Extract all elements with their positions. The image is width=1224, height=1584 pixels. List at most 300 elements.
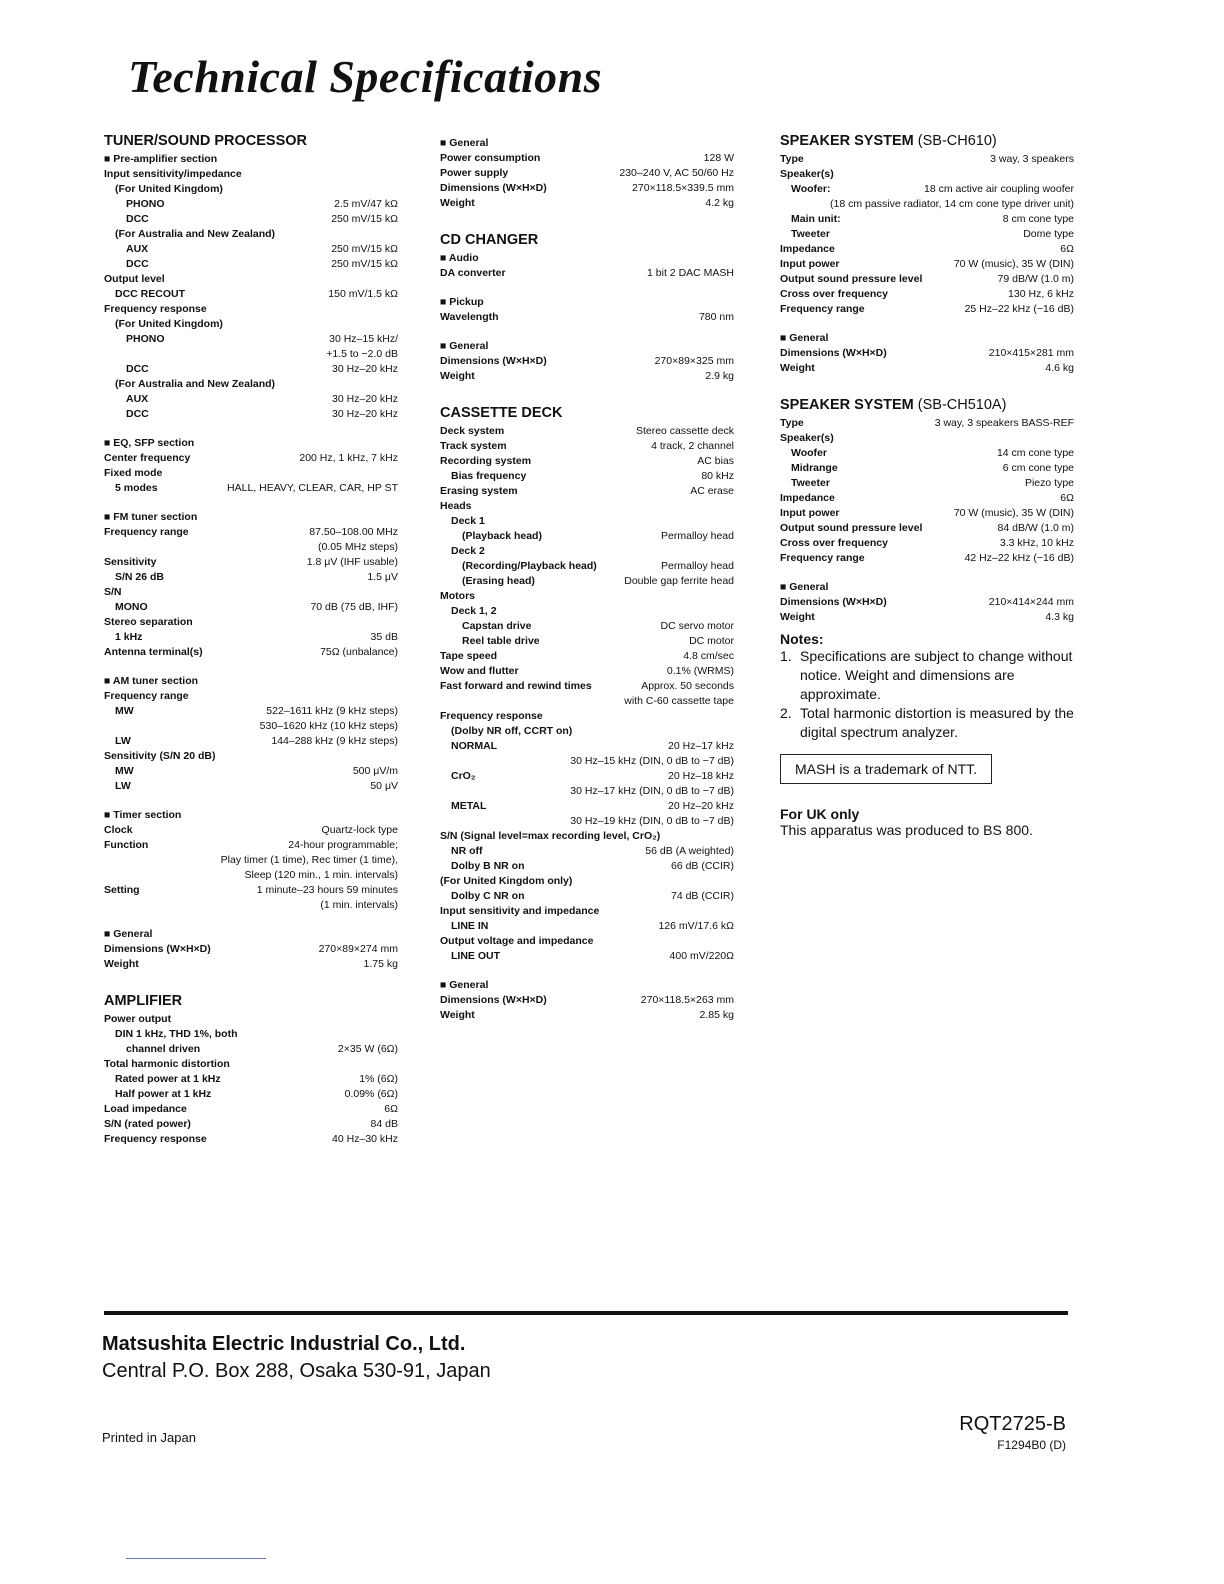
spec-row <box>104 1102 398 1117</box>
spec-row <box>440 874 734 889</box>
spec-row <box>104 197 398 212</box>
spec-column-3 <box>780 132 1074 838</box>
spec-value: 80 kHz <box>701 470 734 482</box>
spec-label: Dimensions (W×H×D) <box>780 596 887 608</box>
spec-row <box>104 957 398 972</box>
spec-row <box>440 454 734 469</box>
spec-row <box>104 525 398 540</box>
spec-value: 1% (6Ω) <box>359 1073 398 1085</box>
spec-value: Play timer (1 time), Rec timer (1 time), <box>220 854 398 866</box>
spec-value: 6Ω <box>1060 492 1074 504</box>
spec-row <box>104 257 398 272</box>
spec-row <box>440 439 734 454</box>
spec-label: (Playback head) <box>462 530 542 542</box>
spacer <box>104 660 398 674</box>
spec-label: Dimensions (W×H×D) <box>440 355 547 367</box>
spec-label: (Dolby NR off, CCRT on) <box>451 725 573 737</box>
spec-value: 126 mV/17.6 kΩ <box>658 920 734 932</box>
spec-label: Input power <box>780 258 840 270</box>
spec-value: 780 nm <box>698 311 734 323</box>
spec-label: Wow and flutter <box>440 665 519 677</box>
spec-label: Erasing system <box>440 485 518 497</box>
spec-value: 250 mV/15 kΩ <box>331 213 398 225</box>
spec-row <box>104 674 398 689</box>
spec-label: ■ General <box>780 581 829 593</box>
spec-value: 70 dB (75 dB, IHF) <box>310 601 398 613</box>
spec-label: Heads <box>440 500 472 512</box>
spec-label: LW <box>115 735 131 747</box>
spec-value: 40 Hz–30 kHz <box>332 1133 398 1145</box>
spec-row <box>104 808 398 823</box>
spec-label: Woofer <box>791 447 827 459</box>
spec-label: Output voltage and impedance <box>440 935 594 947</box>
spec-row <box>440 739 734 754</box>
spacer <box>440 211 734 231</box>
spec-row <box>440 814 734 829</box>
spec-value: 66 dB (CCIR) <box>670 860 734 872</box>
spec-row <box>104 347 398 362</box>
page-title: Technical Specifications <box>128 51 603 102</box>
spec-label: Tweeter <box>791 228 830 240</box>
spec-row <box>104 823 398 838</box>
spec-value: 2.9 kg <box>705 370 734 382</box>
section-heading <box>104 132 398 150</box>
spec-row <box>104 630 398 645</box>
uk-text: This apparatus was produced to BS 800. <box>780 822 1033 838</box>
spec-row <box>440 166 734 181</box>
spec-label: Reel table drive <box>462 635 540 647</box>
spec-label: Frequency response <box>440 710 543 722</box>
spec-label: MONO <box>115 601 148 613</box>
spec-label: (For United Kingdom only) <box>440 875 573 887</box>
spec-label: Power output <box>104 1013 172 1025</box>
spec-row <box>104 1042 398 1057</box>
spec-value: 4.8 cm/sec <box>683 650 734 662</box>
spec-row <box>104 615 398 630</box>
spec-label: ■ EQ, SFP section <box>104 437 195 449</box>
spec-value: 522–1611 kHz (9 kHz steps) <box>266 705 398 717</box>
spec-row <box>104 883 398 898</box>
spec-row <box>440 310 734 325</box>
spec-value: 1.5 μV <box>367 571 398 583</box>
spec-row <box>104 407 398 422</box>
spec-row <box>440 424 734 439</box>
spec-label: Output sound pressure level <box>780 273 923 285</box>
spec-row <box>440 844 734 859</box>
spec-row <box>440 978 734 993</box>
spec-value: (1 min. intervals) <box>320 899 398 911</box>
spec-label: ■ Timer section <box>104 809 182 821</box>
spec-value: HALL, HEAVY, CLEAR, CAR, HP ST <box>227 482 398 494</box>
spec-row <box>780 551 1074 566</box>
spec-row <box>104 152 398 167</box>
spec-row <box>440 754 734 769</box>
spec-row <box>104 466 398 481</box>
spec-value: 20 Hz–17 kHz <box>668 740 734 752</box>
spacer <box>104 794 398 808</box>
spacer <box>440 964 734 978</box>
spec-label: Weight <box>780 611 815 623</box>
spec-label: ■ FM tuner section <box>104 511 198 523</box>
spec-value: DC motor <box>689 635 734 647</box>
spec-value: Sleep (120 min., 1 min. intervals) <box>244 869 398 881</box>
spec-label: (Erasing head) <box>462 575 535 587</box>
spec-value: 25 Hz–22 kHz (−16 dB) <box>964 303 1074 315</box>
spec-row <box>780 521 1074 536</box>
spec-row <box>440 634 734 649</box>
footer-rule <box>104 1311 1068 1315</box>
spec-value: 270×118.5×339.5 mm <box>632 182 734 194</box>
trademark-box: MASH is a trademark of NTT. <box>780 754 992 784</box>
spec-label: (Recording/Playback head) <box>462 560 597 572</box>
spec-label: Deck 1 <box>451 515 485 527</box>
note-text: Total harmonic distortion is measured by the digital spectrum analyzer. <box>800 705 1074 740</box>
spec-row <box>104 600 398 615</box>
spec-label: ■ General <box>440 979 489 991</box>
spec-value: 8 cm cone type <box>1002 213 1074 225</box>
section-model: (SB-CH510A) <box>913 397 1007 413</box>
notes-heading: Notes: <box>780 631 824 647</box>
spec-label: Input power <box>780 507 840 519</box>
spec-row <box>440 664 734 679</box>
spec-label: Output level <box>104 273 165 285</box>
spec-label: Stereo separation <box>104 616 193 628</box>
spec-row <box>440 469 734 484</box>
spec-row <box>104 317 398 332</box>
speaker-specs <box>780 132 1074 625</box>
company-address: Central P.O. Box 288, Osaka 530-91, Japan <box>102 1360 491 1382</box>
spec-label: DCC <box>126 408 149 420</box>
spec-row <box>104 719 398 734</box>
spec-value: AC erase <box>690 485 734 497</box>
spacer <box>780 566 1074 580</box>
spec-value: (18 cm passive radiator, 14 cm cone type driver unit) <box>830 198 1074 210</box>
spec-row <box>440 919 734 934</box>
spec-label: (For United Kingdom) <box>115 318 223 330</box>
spec-row <box>780 361 1074 376</box>
spec-label: Center frequency <box>104 452 191 464</box>
spec-label: MW <box>115 705 134 717</box>
section-title: SPEAKER SYSTEM <box>780 133 914 149</box>
spec-value: 210×414×244 mm <box>988 596 1074 608</box>
spec-row <box>440 544 734 559</box>
spec-value: Dome type <box>1023 228 1074 240</box>
spec-value: 4.3 kg <box>1045 611 1074 623</box>
spec-value: Quartz-lock type <box>321 824 398 836</box>
spec-row <box>780 182 1074 197</box>
spec-column-1 <box>104 132 398 1147</box>
spec-value: 1 bit 2 DAC MASH <box>647 267 734 279</box>
spec-row <box>104 868 398 883</box>
spec-row <box>104 287 398 302</box>
spec-row <box>104 242 398 257</box>
spec-value: 4 track, 2 channel <box>651 440 734 452</box>
spec-row <box>104 585 398 600</box>
spec-row <box>440 709 734 724</box>
spec-value: 0.1% (WRMS) <box>666 665 734 677</box>
spec-label: DIN 1 kHz, THD 1%, both <box>115 1028 238 1040</box>
spec-row <box>780 272 1074 287</box>
spec-value: 1.75 kg <box>363 958 398 970</box>
spec-label: PHONO <box>126 198 165 210</box>
spec-row <box>780 431 1074 446</box>
spec-label: Bias frequency <box>451 470 527 482</box>
spec-value: 530–1620 kHz (10 kHz steps) <box>259 720 398 732</box>
spec-row <box>780 536 1074 551</box>
spec-row <box>104 362 398 377</box>
spec-value: 6Ω <box>1060 243 1074 255</box>
spec-value: 24-hour programmable; <box>288 839 398 851</box>
spec-row <box>104 779 398 794</box>
spec-label: ■ General <box>780 332 829 344</box>
spec-row <box>440 181 734 196</box>
spec-row <box>440 859 734 874</box>
spec-label: Wavelength <box>440 311 499 323</box>
spec-row <box>440 949 734 964</box>
spec-label: 1 kHz <box>115 631 143 643</box>
spec-row <box>440 904 734 919</box>
spec-value: 20 Hz–20 kHz <box>668 800 734 812</box>
spec-label: Half power at 1 kHz <box>115 1088 212 1100</box>
spec-value: 6 cm cone type <box>1002 462 1074 474</box>
section-heading <box>104 992 398 1010</box>
spec-label: CrO₂ <box>451 770 476 782</box>
spacer <box>104 913 398 927</box>
spec-label: Output sound pressure level <box>780 522 923 534</box>
spec-label: Tweeter <box>791 477 830 489</box>
spec-label: Track system <box>440 440 507 452</box>
spec-value: 75Ω (unbalance) <box>320 646 398 658</box>
spec-value: Approx. 50 seconds <box>641 680 734 692</box>
spec-row <box>104 1087 398 1102</box>
spec-label: Weight <box>104 958 139 970</box>
company-name: Matsushita Electric Industrial Co., Ltd. <box>102 1333 466 1355</box>
spacer <box>104 972 398 992</box>
spec-value: 87.50–108.00 MHz <box>309 526 398 538</box>
spec-label: Frequency range <box>780 303 865 315</box>
spec-value: 4.2 kg <box>705 197 734 209</box>
spec-row <box>780 152 1074 167</box>
spec-value: 30 Hz–20 kHz <box>332 408 398 420</box>
spec-value: 30 Hz–20 kHz <box>332 393 398 405</box>
note-text: Specifications are subject to change without notice. Weight and dimensions are approximate. <box>800 648 1073 702</box>
spec-row <box>440 369 734 384</box>
spec-row <box>104 749 398 764</box>
section-title: CASSETTE DECK <box>440 405 563 421</box>
spec-value: 70 W (music), 35 W (DIN) <box>953 507 1074 519</box>
spec-row <box>104 1012 398 1027</box>
spec-label: 5 modes <box>115 482 158 494</box>
spec-label: DCC <box>126 258 149 270</box>
section-model: (SB-CH610) <box>913 133 997 149</box>
spec-row <box>104 436 398 451</box>
spec-label: Sensitivity (S/N 20 dB) <box>104 750 216 762</box>
spec-value: AC bias <box>697 455 734 467</box>
spec-row <box>104 704 398 719</box>
spec-value: 30 Hz–15 kHz/ <box>329 333 398 345</box>
spec-value: 18 cm active air coupling woofer <box>924 183 1074 195</box>
spec-row <box>440 934 734 949</box>
section-heading <box>780 396 1074 414</box>
spec-row <box>780 197 1074 212</box>
spec-value: 35 dB <box>370 631 398 643</box>
spec-row <box>104 182 398 197</box>
spec-label: NORMAL <box>451 740 498 752</box>
spec-row <box>104 927 398 942</box>
spec-row <box>104 555 398 570</box>
spec-label: Speaker(s) <box>780 432 834 444</box>
spec-row <box>440 589 734 604</box>
spec-row <box>440 679 734 694</box>
spec-row <box>104 540 398 555</box>
spec-label: ■ Audio <box>440 252 479 264</box>
spec-label: Fixed mode <box>104 467 163 479</box>
section-heading <box>780 132 1074 150</box>
spec-value: 2.85 kg <box>699 1009 734 1021</box>
spec-row <box>440 889 734 904</box>
spec-value: 2×35 W (6Ω) <box>337 1043 398 1055</box>
note-item <box>780 704 1074 742</box>
spec-value: 70 W (music), 35 W (DIN) <box>953 258 1074 270</box>
spec-row <box>104 645 398 660</box>
spec-row <box>104 392 398 407</box>
spec-row <box>104 1072 398 1087</box>
spacer <box>104 422 398 436</box>
spec-label: DA converter <box>440 267 506 279</box>
spec-label: Impedance <box>780 492 835 504</box>
note-number: 2. <box>780 705 792 721</box>
spec-row <box>440 529 734 544</box>
spec-row <box>104 332 398 347</box>
spec-row <box>440 993 734 1008</box>
spec-label: DCC <box>126 363 149 375</box>
spec-value: 14 cm cone type <box>996 447 1074 459</box>
spec-label: Weight <box>780 362 815 374</box>
spec-label: S/N (Signal level=max recording level, CrO₂) <box>440 830 661 842</box>
spec-value: Double gap ferrite head <box>624 575 734 587</box>
spec-row <box>104 272 398 287</box>
spec-row <box>780 257 1074 272</box>
document-subcode: F1294B0 (D) <box>997 1438 1066 1452</box>
spec-label: S/N (rated power) <box>104 1118 191 1130</box>
spacer <box>440 281 734 295</box>
spec-label: Deck 2 <box>451 545 485 557</box>
spec-label: Impedance <box>780 243 835 255</box>
spec-row <box>104 212 398 227</box>
note-number: 1. <box>780 648 792 664</box>
spec-label: Total harmonic distortion <box>104 1058 230 1070</box>
spec-row <box>104 1027 398 1042</box>
spec-value: 30 Hz–15 kHz (DIN, 0 dB to −7 dB) <box>570 755 734 767</box>
spec-row <box>780 242 1074 257</box>
spec-row <box>440 354 734 369</box>
spec-row <box>440 266 734 281</box>
spec-label: Deck 1, 2 <box>451 605 497 617</box>
spec-row <box>440 251 734 266</box>
spec-row <box>780 446 1074 461</box>
spec-value: 400 mV/220Ω <box>669 950 734 962</box>
section-heading <box>440 404 734 422</box>
spec-label: ■ Pre-amplifier section <box>104 153 218 165</box>
spacer <box>780 376 1074 396</box>
spec-label: ■ General <box>104 928 153 940</box>
spec-row <box>104 302 398 317</box>
spec-value: Piezo type <box>1024 477 1074 489</box>
spec-value: 144–288 kHz (9 kHz steps) <box>271 735 398 747</box>
spec-row <box>104 510 398 525</box>
spec-label: channel driven <box>126 1043 201 1055</box>
spec-value: 74 dB (CCIR) <box>670 890 734 902</box>
section-title: AMPLIFIER <box>104 993 183 1009</box>
spec-label: Frequency response <box>104 303 207 315</box>
spec-row <box>440 649 734 664</box>
spec-value: 250 mV/15 kΩ <box>331 258 398 270</box>
spec-row <box>104 942 398 957</box>
spec-value: 250 mV/15 kΩ <box>331 243 398 255</box>
spec-row <box>780 595 1074 610</box>
spec-label: S/N <box>104 586 122 598</box>
spec-row <box>104 898 398 913</box>
spec-row <box>104 227 398 242</box>
spec-label: Motors <box>440 590 475 602</box>
spec-row <box>440 784 734 799</box>
spec-row <box>440 136 734 151</box>
spec-row <box>440 151 734 166</box>
spec-label: Weight <box>440 197 475 209</box>
spec-value: with C-60 cassette tape <box>624 695 734 707</box>
spec-row <box>440 604 734 619</box>
spec-value: +1.5 to −2.0 dB <box>326 348 398 360</box>
spec-row <box>780 302 1074 317</box>
spec-label: PHONO <box>126 333 165 345</box>
spec-value: 3.3 kHz, 10 kHz <box>999 537 1074 549</box>
spec-label: LW <box>115 780 131 792</box>
spec-value: 3 way, 3 speakers <box>990 153 1074 165</box>
spec-row <box>104 764 398 779</box>
spec-value: 20 Hz–18 kHz <box>668 770 734 782</box>
spec-label: Dolby B NR on <box>451 860 525 872</box>
spec-label: Power supply <box>440 167 509 179</box>
spacer <box>104 496 398 510</box>
spec-value: 270×89×274 mm <box>318 943 398 955</box>
spec-value: 6Ω <box>384 1103 398 1115</box>
section-title: SPEAKER SYSTEM <box>780 397 914 413</box>
spec-label: Type <box>780 153 804 165</box>
section-title: CD CHANGER <box>440 232 539 248</box>
spec-label: ■ AM tuner section <box>104 675 199 687</box>
section-heading <box>440 231 734 249</box>
spec-row <box>440 619 734 634</box>
scan-artifact-line <box>126 1558 266 1559</box>
spec-row <box>104 1132 398 1147</box>
spec-label: Main unit: <box>791 213 841 225</box>
spec-label: Frequency range <box>104 526 189 538</box>
spec-label: ■ General <box>440 137 489 149</box>
spec-value: 0.09% (6Ω) <box>344 1088 398 1100</box>
spec-value: 30 Hz–17 kHz (DIN, 0 dB to −7 dB) <box>570 785 734 797</box>
spacer <box>780 317 1074 331</box>
spec-label: Antenna terminal(s) <box>104 646 203 658</box>
spec-value: 1 minute–23 hours 59 minutes <box>256 884 398 896</box>
spec-value: 200 Hz, 1 kHz, 7 kHz <box>299 452 398 464</box>
spec-row <box>780 610 1074 625</box>
spec-label: (For United Kingdom) <box>115 183 223 195</box>
spec-row <box>780 580 1074 595</box>
spec-value: 1.8 μV (IHF usable) <box>306 556 398 568</box>
uk-heading: For UK only <box>780 806 860 822</box>
spec-label: S/N 26 dB <box>115 571 165 583</box>
section-title: TUNER/SOUND PROCESSOR <box>104 133 308 149</box>
